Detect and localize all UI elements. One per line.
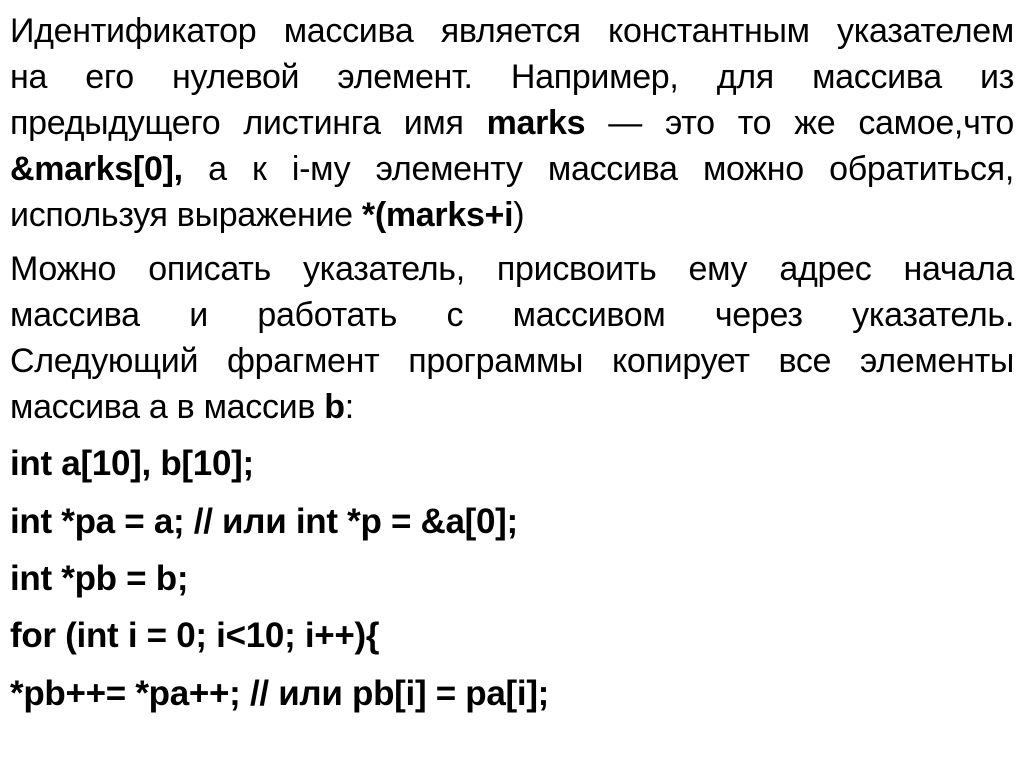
text-run: — это то же самое,что	[585, 104, 1014, 142]
paragraph-line	[10, 100, 1014, 146]
paragraph-line	[10, 192, 1014, 238]
paragraph-line: массива и работать с массивом через указатель.	[10, 296, 1014, 334]
bold-term-b: b	[324, 388, 345, 426]
code-line-for-loop: for (int i = 0; i<10; i++){	[10, 616, 380, 655]
code-line-pointer-pa: int *pa = a; // или int *p = &a[0];	[10, 502, 518, 541]
bold-term-marks: marks	[486, 104, 586, 142]
text-run: предыдущего листинга имя	[10, 104, 487, 142]
code-line-declare-arrays: int a[10], b[10];	[10, 444, 254, 483]
paragraph-line	[10, 384, 1014, 430]
text-run: а к i-му элементу массива можно обратиться,	[182, 150, 1014, 188]
paragraph-line: Можно описать указатель, присвоить ему адрес начала	[10, 250, 1014, 288]
paragraph-line: Идентификатор массива является константным указателем	[10, 12, 1014, 50]
code-line-pointer-pb: int *pb = b;	[10, 559, 189, 598]
text-run: )	[513, 196, 525, 234]
code-line-copy: *pb++= *pa++; // или pb[i] = pa[i];	[10, 674, 550, 713]
text-run: используя выражение	[10, 196, 362, 234]
paragraph-line	[10, 146, 1014, 192]
paragraph-line: на его нулевой элемент. Например, для массива из	[10, 58, 1014, 96]
paragraph-line: Следующий фрагмент программы копирует все элементы	[10, 342, 1014, 380]
bold-term-expression: *(marks+i	[361, 196, 514, 234]
bold-term-address: &marks[0],	[10, 150, 183, 188]
paragraph-array-identifier	[10, 8, 1014, 238]
text-run: массива а в массив	[10, 388, 325, 426]
text-run: :	[344, 388, 354, 426]
paragraph-pointer-usage	[10, 246, 1014, 430]
